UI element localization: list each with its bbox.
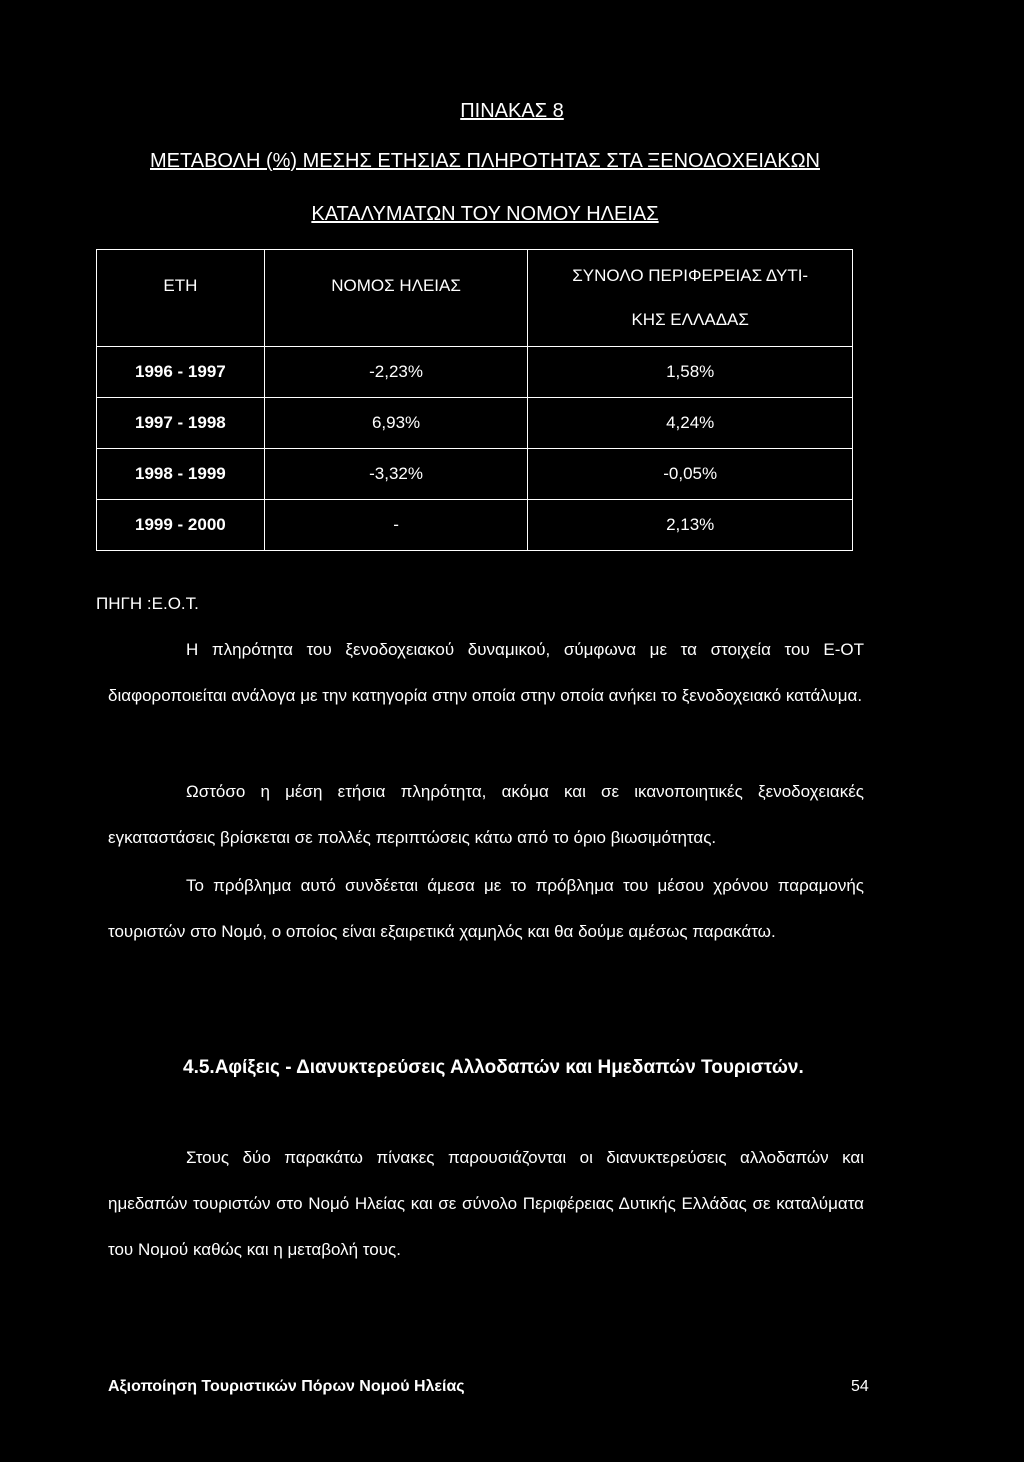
table-header-row — [97, 250, 853, 347]
cell-ilia: -2,23% — [264, 347, 528, 398]
table-subtitle-line1: ΜΕΤΑΒΟΛΗ (%) ΜΕΣΗΣ ΕΤΗΣΙΑΣ ΠΛΗΡΟΤΗΤΑΣ ΣΤΑ ΞΕΝΟΔΟΧΕΙΑΚΩΝ — [150, 150, 820, 172]
footer-title: Αξιοποίηση Τουριστικών Πόρων Νομού Ηλείας — [108, 1378, 465, 1395]
section-heading: 4.5.Αφίξεις - Διανυκτερεύσεις Αλλοδαπών και Ημεδαπών Τουριστών. — [183, 1057, 804, 1078]
table-title: ΠΙΝΑΚΑΣ 8 — [460, 100, 564, 122]
table-source: ΠΗΓΗ :Ε.Ο.Τ. — [96, 594, 199, 613]
cell-region: 4,24% — [528, 398, 853, 449]
cell-ilia: -3,32% — [264, 449, 528, 500]
cell-ilia: - — [264, 500, 528, 551]
paragraph-stay-duration: Το πρόβλημα αυτό συνδέεται άμεσα με το πρόβλημα του μέσου χρόνου παραμονής τουριστών στο Νομό, ο οποίος είναι εξαιρετικά χαμηλός και θα δούμε αμέσως παρακάτω. — [108, 876, 864, 941]
cell-years: 1996 - 1997 — [97, 347, 265, 398]
header-ilia: ΝΟΜΟΣ ΗΛΕΙΑΣ — [264, 250, 528, 347]
table-subtitle-line2: ΚΑΤΑΛΥΜΑΤΩΝ ΤΟΥ ΝΟΜΟΥ ΗΛΕΙΑΣ — [311, 203, 659, 225]
table-row — [97, 398, 853, 449]
cell-region: 2,13% — [528, 500, 853, 551]
header-years: ΕΤΗ — [97, 250, 265, 347]
table-row — [97, 449, 853, 500]
header-region-line1: ΣΥΝΟΛΟ ΠΕΡΙΦΕΡΕΙΑΣ ΔΥΤΙ- — [572, 266, 809, 285]
cell-region: 1,58% — [528, 347, 853, 398]
table-row — [97, 347, 853, 398]
occupancy-change-table — [96, 249, 853, 551]
paragraph-overnight-stays: Στους δύο παρακάτω πίνακες παρουσιάζονται οι διανυκτερεύσεις αλλοδαπών και ημεδαπών τουριστών στο Νομό Ηλείας και σε σύνολο Περιφέρειας Δυτικής Ελλάδας σε καταλύματα του Νομού καθώς και η μεταβολή τους. — [108, 1148, 864, 1259]
header-region-line2: ΚΗΣ ΕΛΛΑΔΑΣ — [631, 310, 749, 329]
page-number: 54 — [851, 1378, 869, 1395]
cell-region: -0,05% — [528, 449, 853, 500]
table-row — [97, 500, 853, 551]
header-region — [528, 250, 853, 347]
cell-years: 1997 - 1998 — [97, 398, 265, 449]
cell-years: 1998 - 1999 — [97, 449, 265, 500]
paragraph-occupancy: Η πληρότητα του ξενοδοχειακού δυναμικού, σύμφωνα με τα στοιχεία του Ε-ΟΤ διαφοροποιείται ανάλογα με την κατηγορία στην οποία στην οποία ανήκει το ξενοδοχειακό κατάλυμα. — [108, 640, 864, 705]
paragraph-viability: Ωστόσο η μέση ετήσια πληρότητα, ακόμα και σε ικανοποιητικές ξενοδοχειακές εγκαταστάσεις βρίσκεται σε πολλές περιπτώσεις κάτω από το όριο βιωσιμότητας. — [108, 782, 864, 847]
cell-ilia: 6,93% — [264, 398, 528, 449]
cell-years: 1999 - 2000 — [97, 500, 265, 551]
